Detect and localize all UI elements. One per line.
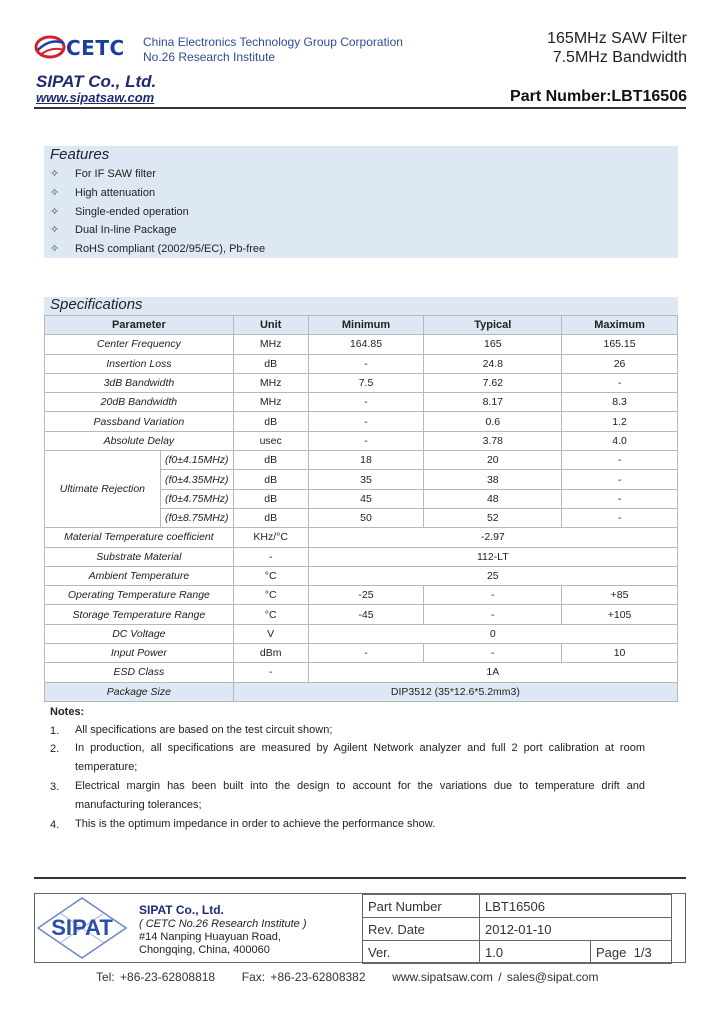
table-row: Passband Variation dB - 0.6 1.2 bbox=[45, 412, 678, 431]
note-number: 4. bbox=[50, 819, 60, 831]
table-row: Input Power dBm - - 10 bbox=[45, 644, 678, 663]
footer-institute: ( CETC No.26 Research Institute ) bbox=[139, 918, 307, 930]
footer-contact-line: Tel: +86-23-62808818 Fax: +86-23-62808382 www.sipatsaw.com / sales@sipat.com bbox=[96, 970, 599, 984]
footer-company-name: SIPAT Co., Ltd. bbox=[139, 903, 224, 917]
svg-text:SIPAT: SIPAT bbox=[51, 915, 113, 940]
table-row: Ambient Temperature °C 25 bbox=[45, 566, 678, 585]
document-info-table bbox=[362, 894, 672, 964]
table-row: Material Temperature coefficient KHz/°C -2.97 bbox=[45, 528, 678, 547]
table-row: Ver. 1.0 Page 1/3 bbox=[363, 941, 672, 964]
table-row: Operating Temperature Range °C -25 - +85 bbox=[45, 586, 678, 605]
diamond-bullet-icon: ✧ bbox=[50, 206, 60, 218]
note-number: 2. bbox=[50, 743, 60, 755]
footer-divider bbox=[34, 877, 686, 879]
feature-item: ✧ Single-ended operation bbox=[50, 206, 189, 218]
note-text: Electrical margin has been built into the design to account for the variations due to temperature drift and manufacturing tolerances; bbox=[75, 780, 645, 811]
product-title-line2: 7.5MHz Bandwidth bbox=[552, 49, 687, 66]
table-row: Part Number LBT16506 bbox=[363, 895, 672, 918]
diamond-bullet-icon: ✧ bbox=[50, 224, 60, 236]
feature-item: ✧ Dual In-line Package bbox=[50, 224, 177, 236]
table-row: (f0±4.35MHz) dB 35 38 - bbox=[45, 470, 678, 489]
table-row: (f0±4.75MHz) dB 45 48 - bbox=[45, 489, 678, 508]
org-name-line2: No.26 Research Institute bbox=[143, 50, 276, 64]
header-divider bbox=[34, 107, 686, 109]
feature-item: ✧ RoHS compliant (2002/95/EC), Pb-free bbox=[50, 243, 266, 255]
company-name: SIPAT Co., Ltd. bbox=[36, 72, 157, 91]
sipat-logo-icon bbox=[36, 896, 128, 960]
diamond-bullet-icon: ✧ bbox=[50, 187, 60, 199]
feature-item: ✧ For IF SAW filter bbox=[50, 168, 156, 180]
table-row: 3dB Bandwidth MHz 7.5 7.62 - bbox=[45, 373, 678, 392]
note-text: In production, all specifications are measured by Agilent Network analyzer and full 2 port calibration at room temperature; bbox=[75, 742, 645, 773]
table-row: 20dB Bandwidth MHz - 8.17 8.3 bbox=[45, 393, 678, 412]
table-row: Insertion Loss dB - 24.8 26 bbox=[45, 354, 678, 373]
product-title-line1: 165MHz SAW Filter bbox=[547, 30, 687, 47]
table-row: (f0±8.75MHz) dB 50 52 - bbox=[45, 508, 678, 527]
diamond-bullet-icon: ✧ bbox=[50, 168, 60, 180]
table-header-row: Parameter Unit Minimum Typical Maximum bbox=[45, 316, 678, 335]
company-website-link[interactable]: www.sipatsaw.com bbox=[36, 90, 155, 105]
feature-item: ✧ High attenuation bbox=[50, 187, 156, 199]
diamond-bullet-icon: ✧ bbox=[50, 243, 60, 255]
specifications-table bbox=[44, 315, 678, 702]
features-title: Features bbox=[50, 146, 110, 163]
footer-address-line1: #14 Nanping Huayuan Road, bbox=[139, 931, 281, 943]
table-row: DC Voltage V 0 bbox=[45, 624, 678, 643]
specifications-title: Specifications bbox=[50, 296, 143, 313]
note-text: All specifications are based on the test circuit shown; bbox=[75, 724, 333, 736]
table-row: Substrate Material - 112-LT bbox=[45, 547, 678, 566]
table-row: Absolute Delay usec - 3.78 4.0 bbox=[45, 431, 678, 450]
footer-address-line2: Chongqing, China, 400060 bbox=[139, 944, 270, 956]
part-number-heading: Part Number:LBT16506 bbox=[510, 88, 687, 105]
cetc-logo-text: CETC bbox=[66, 36, 125, 60]
org-name-line1: China Electronics Technology Group Corporation bbox=[143, 35, 403, 49]
table-row: ESD Class - 1A bbox=[45, 663, 678, 682]
note-number: 1. bbox=[50, 725, 60, 737]
page-indicator: Page 1/3 bbox=[591, 941, 672, 964]
table-row: Ultimate Rejection (f0±4.15MHz) dB 18 20 - bbox=[45, 451, 678, 470]
note-number: 3. bbox=[50, 781, 60, 793]
notes-title: Notes: bbox=[50, 706, 85, 718]
table-row: Rev. Date 2012-01-10 bbox=[363, 918, 672, 941]
note-text: This is the optimum impedance in order to achieve the performance show. bbox=[75, 818, 436, 830]
table-row: Storage Temperature Range °C -45 - +105 bbox=[45, 605, 678, 624]
table-row: Center Frequency MHz 164.85 165 165.15 bbox=[45, 335, 678, 354]
table-row: Package Size DIP3512 (35*12.6*5.2mm3) bbox=[45, 682, 678, 701]
